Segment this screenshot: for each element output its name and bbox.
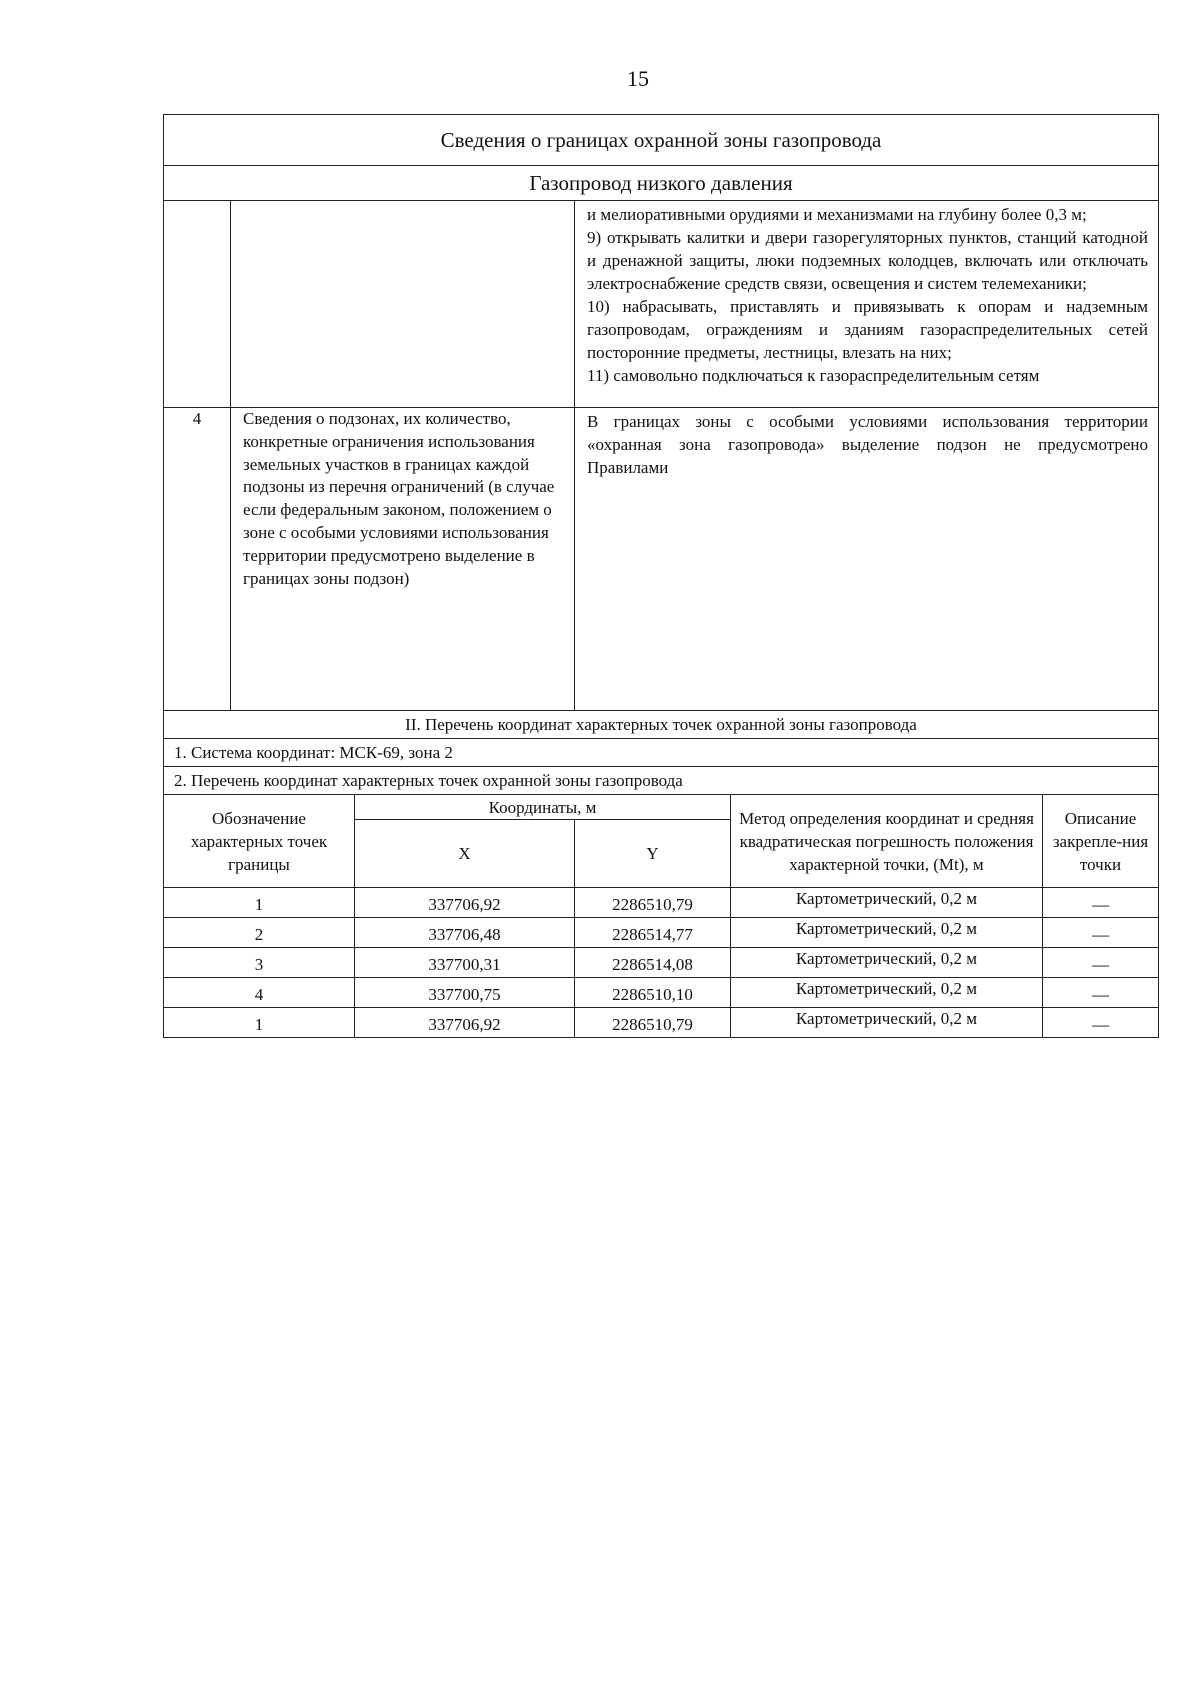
continued-row (164, 201, 1159, 408)
coord-y: 2286510,10 (575, 978, 731, 1008)
table-row (164, 1008, 1159, 1038)
header-y: Y (575, 820, 731, 888)
table-title: Сведения о границах охранной зоны газопровода (164, 115, 1159, 166)
table-row-4 (164, 408, 1159, 711)
coord-y: 2286514,77 (575, 918, 731, 948)
page-number: 15 (627, 66, 649, 91)
header-point: Обозначение характерных точек границы (164, 795, 355, 888)
coord-x: 337706,92 (355, 888, 575, 918)
point-id: 2 (164, 918, 355, 948)
row-4-content: В границах зоны с особыми условиями использования территории «охранная зона газопровода» выделение подзон не предусмотрено Правилами (575, 408, 1159, 711)
fixation-desc: — (1043, 888, 1159, 918)
method: Картометрический, 0,2 м (731, 888, 1043, 918)
coord-y: 2286510,79 (575, 888, 731, 918)
continued-row-description (231, 201, 575, 408)
coord-x: 337706,92 (355, 1008, 575, 1038)
header-coords: Координаты, м (355, 795, 731, 820)
coordinates-list-title: 2. Перечень координат характерных точек охранной зоны газопровода (164, 767, 1159, 795)
fixation-desc: — (1043, 978, 1159, 1008)
restriction-line: 10) набрасывать, приставлять и привязывать к опорам и надземным газопроводам, ограждениям и зданиям газораспределительных сетей посторонние предметы, лестницы, влезать на них; (587, 297, 1148, 362)
fixation-desc: — (1043, 1008, 1159, 1038)
method: Картометрический, 0,2 м (731, 978, 1043, 1008)
table-row (164, 918, 1159, 948)
row-4-number: 4 (164, 408, 231, 711)
point-id: 1 (164, 888, 355, 918)
table-row (164, 888, 1159, 918)
method: Картометрический, 0,2 м (731, 948, 1043, 978)
coord-x: 337700,75 (355, 978, 575, 1008)
coords-header-row (164, 795, 1159, 820)
table-subtitle: Газопровод низкого давления (164, 166, 1159, 201)
coord-y: 2286510,79 (575, 1008, 731, 1038)
section-2-title: II. Перечень координат характерных точек охранной зоны газопровода (164, 711, 1159, 739)
point-id: 4 (164, 978, 355, 1008)
restriction-line: 11) самовольно подключаться к газораспределительным сетям (587, 366, 1040, 385)
boundary-info-table (163, 114, 1159, 1038)
coord-x: 337706,48 (355, 918, 575, 948)
header-method: Метод определения координат и средняя квадратическая погрешность положения характерной точки, (Mt), м (731, 795, 1043, 888)
method: Картометрический, 0,2 м (731, 1008, 1043, 1038)
coord-y: 2286514,08 (575, 948, 731, 978)
restriction-line: 9) открывать калитки и двери газорегуляторных пунктов, станций катодной и дренажной защиты, люки подземных колодцев, включать или отключать электроснабжение средств связи, освещения и систем телемеханики; (587, 228, 1148, 293)
fixation-desc: — (1043, 948, 1159, 978)
coord-x: 337700,31 (355, 948, 575, 978)
table-row (164, 948, 1159, 978)
coordinate-system: 1. Система координат: МСК-69, зона 2 (164, 739, 1159, 767)
row-4-description: Сведения о подзонах, их количество, конкретные ограничения использования земельных участков в границах каждой подзоны из перечня ограничений (в случае если федеральным законом, положением о зоне с особыми условиями использования территории предусмотрено выделение в границах зоны подзон) (231, 408, 575, 711)
header-x: X (355, 820, 575, 888)
table-row (164, 978, 1159, 1008)
fixation-desc: — (1043, 918, 1159, 948)
method: Картометрический, 0,2 м (731, 918, 1043, 948)
restriction-line: и мелиоративными орудиями и механизмами на глубину более 0,3 м; (587, 205, 1087, 224)
header-description: Описание закрепле-ния точки (1043, 795, 1159, 888)
continued-row-number (164, 201, 231, 408)
point-id: 3 (164, 948, 355, 978)
point-id: 1 (164, 1008, 355, 1038)
continued-row-content (575, 201, 1159, 408)
